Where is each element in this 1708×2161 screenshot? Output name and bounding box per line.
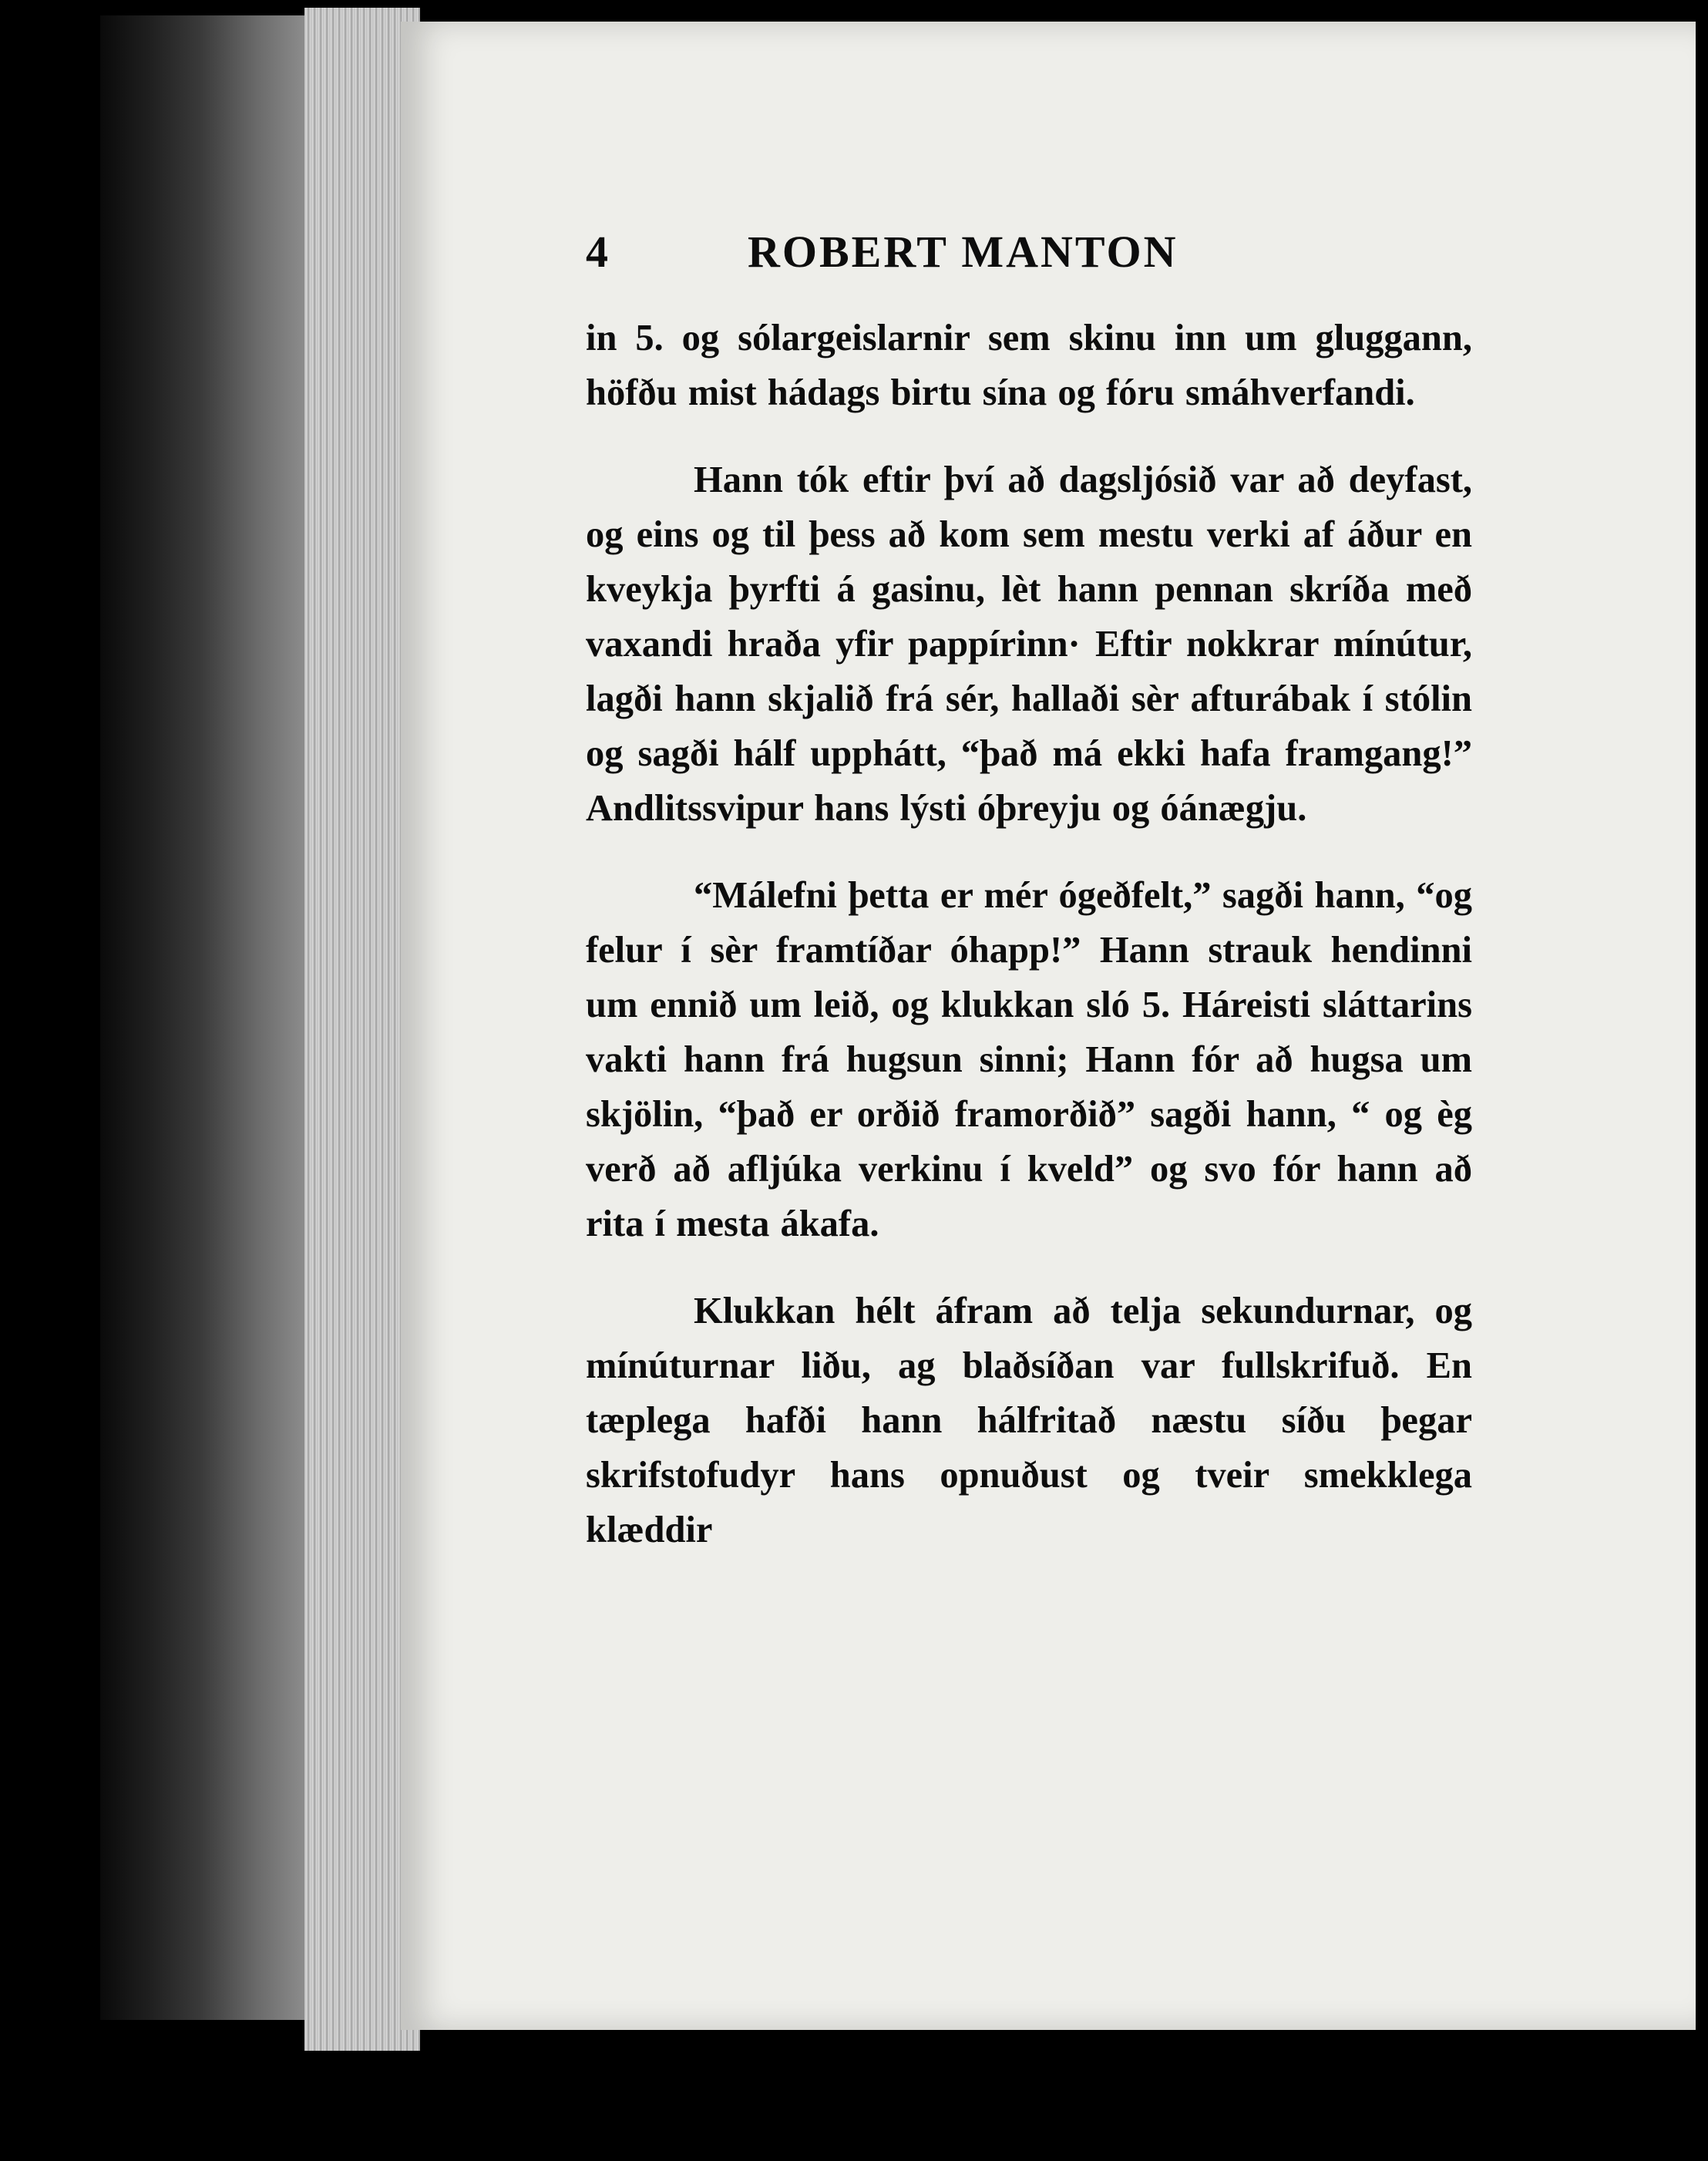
page-number: 4 <box>586 227 609 277</box>
book-spine-edge <box>100 15 324 2020</box>
paragraph: “Málefni þetta er mér ógeðfelt,” sagði hann, “og felur í sèr framtíðar óhapp!” Hann strauk hendinni um ennið um leið, og klukkan sló 5. Háreisti sláttarins vakti hann frá hugsun sinni; Hann fór að hugsa um skjölin, “það er orðið framorðið” sagði hann, “ og èg verð að afljúka verkinu í kveld” og svo fór hann að rita í mesta ákafa. <box>586 875 1472 1244</box>
page-text-block <box>586 226 1472 1590</box>
paragraph-continuation: in 5. og sólargeislarnir sem skinu inn um gluggann, höfðu mist hádags birtu sína og fóru smáhverfandi. <box>586 318 1472 413</box>
running-head <box>586 226 1472 311</box>
paragraph: Klukkan hélt áfram að telja sekundurnar, og mínúturnar liðu, ag blaðsíðan var fullskrifuð. En tæplega hafði hann hálfritað næstu síðu þegar skrifstofudyr hans opnuðust og tveir smekklega klæddir <box>586 1291 1472 1550</box>
paragraph: Hann tók eftir því að dagsljósið var að deyfast, og eins og til þess að kom sem mestu verki af áður en kveykja þyrfti á gasinu, lèt hann pennan skríða með vaxandi hraða yfir pappírinn· Eftir nokkrar mínútur, lagði hann skjalið frá sér, hallaði sèr afturábak í stólin og sagði hálf upphátt, “það má ekki hafa framgang!” Andlitssvipur hans lýsti óþreyju og óánægju. <box>586 459 1472 829</box>
book-page <box>401 22 1696 2030</box>
running-title: ROBERT MANTON <box>748 227 1178 277</box>
